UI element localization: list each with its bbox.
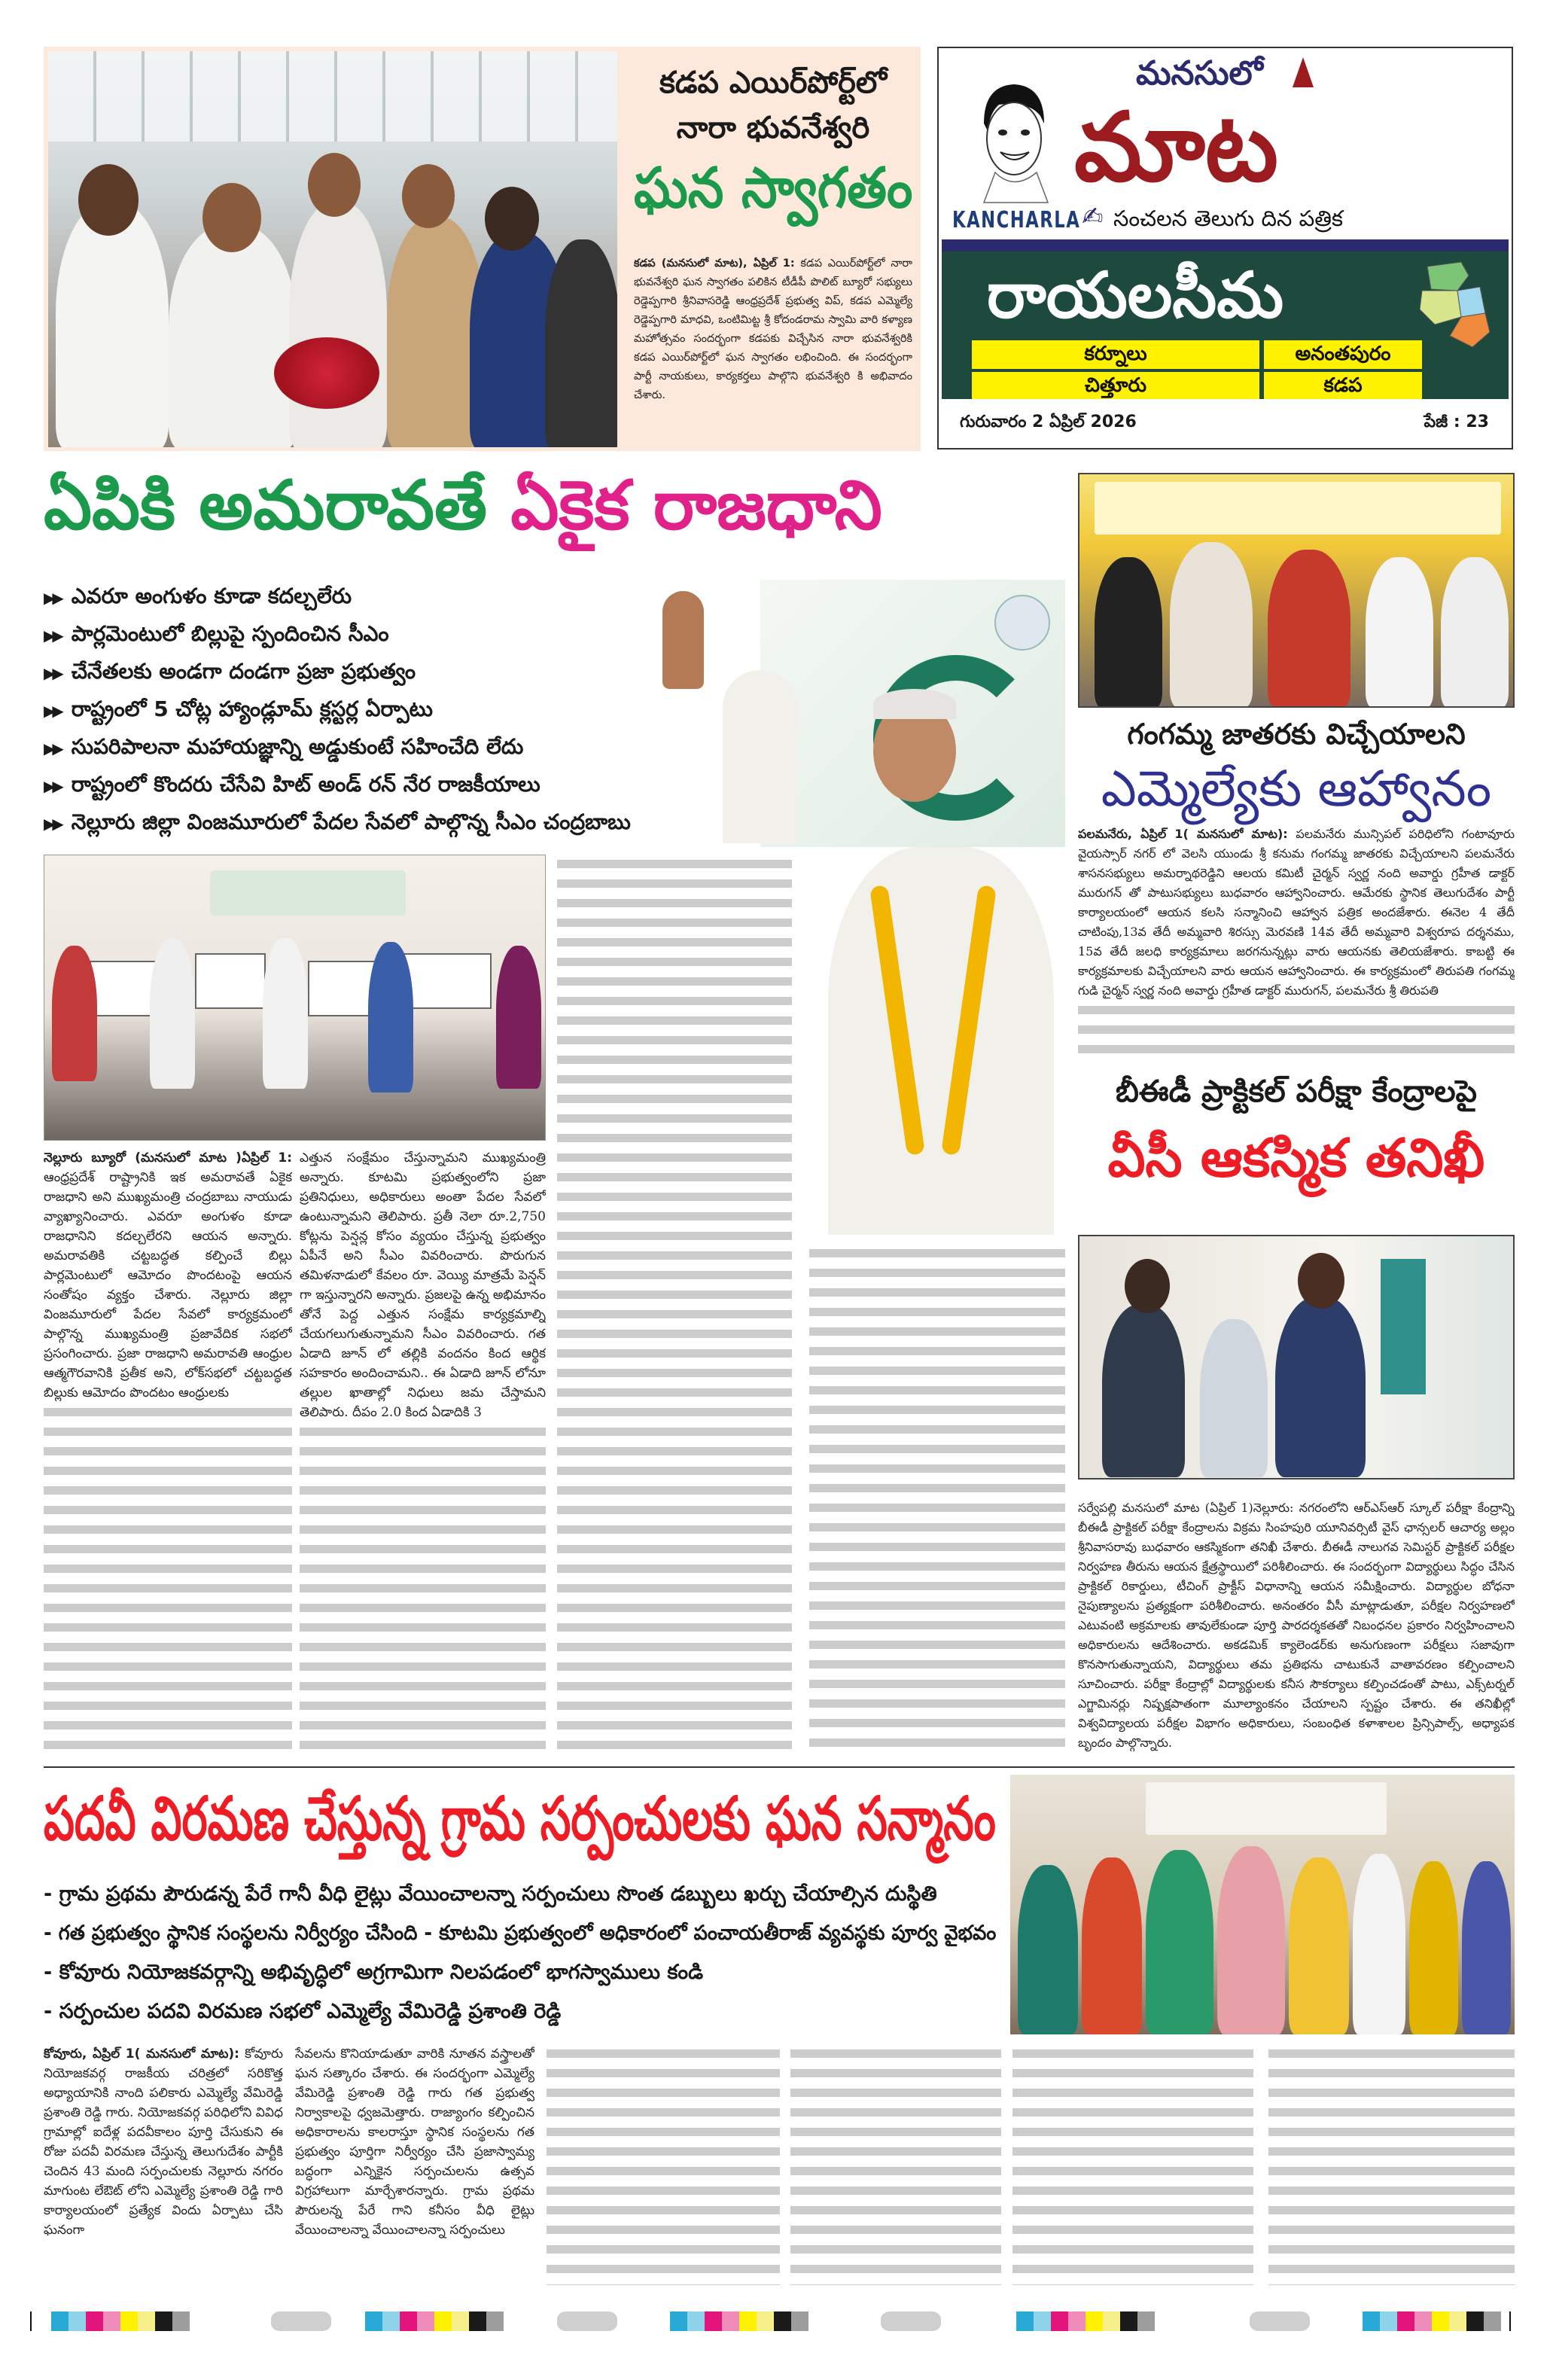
color-swatch — [103, 2311, 120, 2331]
kancharla-portrait-logo — [969, 78, 1059, 206]
lead-headline-part-1: ఏపికి అమరావతే — [44, 466, 488, 545]
lead-bullet — [44, 584, 646, 614]
bed-body-text: సర్వేపల్లి మనసులో మాట (ఏప్రిల్ 1)నెల్లూరు: నగరంలోని ఆర్ఎస్ఆర్ స్కూల్ పరీక్షా కేంద్రాన్ని బీఈడీ ప్రాక్టికల్ పరీక్షా కేంద్రాలను విక్రమ సింహపురి యూనివర్సిటీ వైస్ ఛాన్సలర్ ఆచార్య అల్లం శ్రీనివాసరావు బుధవారం ఆకస్మికంగా తనిఖీ చేశారు. బీఈడీ నాలుగవ సెమిస్టర్ ప్రాక్టికల్ పరీక్షల నిర్వహణ తీరును ఆయన క్షేత్రస్థాయిలో పరిశీలించారు. ఈ సందర్భంగా విద్యార్థులు సిద్ధం చేసిన ప్రాక్టికల్ రికార్డులు, టీచింగ్ ప్రాక్టీస్ విధానాన్ని ఆయన సమీక్షించారు. విద్యార్థుల బోధనా నైపుణ్యాలను ప్రత్యక్షంగా పరిశీలించారు. అనంతరం వీసీ మాట్లాడుతూ, పరీక్షల నిర్వహణలో ఎటువంటి అక్రమాలకు తావులేకుండా పూర్తి పారదర్శకతతో నిబంధనల ప్రకారం నిర్వహించాలని అధికారులను ఆదేశించారు. అకడమిక్ క్యాలెండర్‌కు అనుగుణంగా పరీక్షలు సజావుగా కొనసాగుతున్నాయని, విద్యార్థులు తమ ప్రతిభను చాటుకునే వాతావరణం కల్పించాలని సూచించారు. పరీక్షా కేంద్రాల్లో విద్యార్థులకు కనీస సౌకర్యాలు కల్పించడంతో పాటు, ఎక్స్‌టర్నల్ ఎగ్జామినర్లు నిష్పక్షపాతంగా మూల్యాంకనం చేయాలని స్పష్టం చేశారు. ఈ తనిఖీల్లో విశ్వవిద్యాలయ పరీక్షల విభాగం అధికారులు, సంబంధిత కళాశాలల ప్రిన్సిపాల్స్, అధ్యాపక బృందం పాల్గొన్నారు. — [1078, 1501, 1515, 1750]
page-number: పేజీ : 23 — [1424, 413, 1489, 431]
text-continuation — [547, 2044, 780, 2285]
masthead — [937, 47, 1513, 449]
lead-dateline: నెల్లూరు బ్యూరో (మనసులో మాట )ఏప్రిల్ 1: — [44, 1150, 292, 1166]
text-continuation — [1268, 2044, 1515, 2285]
color-swatch — [670, 2311, 687, 2331]
color-swatch — [774, 2311, 791, 2331]
registration-mark — [30, 2311, 32, 2331]
lead-body-text-2: ఎత్తున సంక్షేమం చేస్తున్నామని ముఖ్యమంత్రి అన్నారు. కూటమి ప్రభుత్వంలోని ప్రజా ప్రతినిధులు, అధికారులు అంతా పేదల సేవలో ఉంటున్నామని తెలిపారు. ప్రతీ నెలా రూ.2,750 కోట్లను పెన్షన్ల కోసం వ్యయం చేస్తున్న ప్రభుత్వం ఏపీనే అని సీఎం వివరించారు. పొరుగున తమిళనాడులో కేవలం రూ. వెయ్యి మాత్రమే పెన్షన్ గా ఇస్తున్నారని అన్నారు. ప్రజలపై ఉన్న అభిమానం తోనే పెద్ద ఎత్తున సంక్షేమ కార్యక్రమాల్ని చేయగలుగుతున్నామని సీఎం వివరించారు. గత ఏడాది జూన్ లో తల్లికి వందనం కింద ఆర్థిక సహకారం అందించామని.. ఈ ఏడాది జూన్ లోనూ తల్లుల ఖాతాల్లో నిధులు జమ చేస్తామని తెలిపారు. దీపం 2.0 కింద ఏడాదికి 3 — [300, 1150, 546, 1420]
sarpanch-body-text-1: కోవూరు నియోజకవర్గ రాజకీయ చరిత్రలో సరికొత్త అధ్యాయానికి నాంది పలికారు ఎమ్మెల్యే వేమిరెడ్డి ప్రశాంతి రెడ్డి గారు. నియోజకవర్గ పరిధిలోని వివిధ గ్రామాల్లో ఐదేళ్ల పదవీకాలం పూర్తి చేసుకుని ఈ రోజు పదవీ విరమణ చేస్తున్న తెలుగుదేశం పార్టీకి చెందిన 43 మంది సర్పంచులకు నెల్లూరు నగరం మాగుంట లేఔట్ లోని ఎమ్మెల్యే ప్రశాంతి రెడ్డి గారి కార్యాలయంలో ప్రత్యేక విందు ఏర్పాటు చేసి ఘనంగా — [44, 2046, 283, 2238]
kadapa-headline-1: కడప ఎయిర్‌పోర్ట్‌లో — [659, 66, 888, 100]
text-continuation — [809, 1244, 1065, 1754]
sarpanch-body-col-5 — [1012, 2044, 1253, 2285]
color-swatch — [382, 2311, 400, 2331]
masthead-tagline: సంచలన తెలుగు దిన పత్రిక — [1113, 206, 1344, 231]
lead-body-col-2 — [300, 1148, 546, 1754]
masthead-kicker: మనసులో — [1136, 54, 1263, 93]
color-swatch — [1484, 2311, 1501, 2331]
sarpanch-bullet: - గ్రామ ప్రథమ పౌరుడన్న పేరే గానీ వీధి లైట్లు వేయించాలన్నా సర్పంచులు సొంత డబ్బులు ఖర్చు చేయాల్సిన దుస్థితి — [44, 1882, 937, 1906]
color-swatch — [138, 2311, 155, 2331]
grey-patch — [271, 2311, 331, 2331]
district-kadapa: కడప — [1264, 372, 1422, 399]
color-swatch — [1380, 2311, 1397, 2331]
edition-name: రాయలసీమ — [987, 258, 1284, 332]
lead-body-col-3 — [557, 855, 792, 1754]
mla-invitation-photo — [1078, 473, 1515, 708]
double-arrow-icon: ▶▶ — [44, 815, 61, 833]
edition-banner — [942, 239, 1509, 399]
lead-body-col-4 — [809, 1244, 1065, 1754]
lead-bullet-text: సుపరిపాలనా మహాయజ్ఞాన్ని అడ్డుకుంటే సహించేది లేదు — [71, 734, 524, 759]
grey-patch — [881, 2311, 941, 2331]
sarpanch-body-col-1 — [44, 2044, 283, 2285]
print-color-bar — [30, 2310, 1536, 2333]
color-swatch — [1363, 2311, 1380, 2331]
double-arrow-icon: ▶▶ — [44, 664, 61, 682]
color-swatch — [1432, 2311, 1449, 2331]
color-swatch — [120, 2311, 138, 2331]
color-swatch — [51, 2311, 69, 2331]
double-arrow-icon: ▶▶ — [44, 589, 61, 607]
cm-arm — [723, 670, 798, 843]
color-swatch — [1120, 2311, 1137, 2331]
double-arrow-icon: ▶▶ — [44, 777, 61, 795]
lead-bullet — [44, 772, 646, 802]
color-swatch — [1034, 2311, 1051, 2331]
lead-bullet — [44, 659, 646, 689]
masthead-title: మాట — [1074, 92, 1279, 203]
lead-bullet-text: పార్లమెంటులో బిల్లుపై స్పందించిన సీఎం — [71, 621, 389, 646]
registration-mark — [1509, 2311, 1511, 2331]
text-continuation — [557, 855, 792, 1754]
lead-body-text-1: ఆంధ్రప్రదేశ్ రాష్ట్రానికి ఇక అమరావతే ఏకైక రాజధాని అని ముఖ్యమంత్రి చంద్రబాబు నాయుడు వ్యాఖ్యానించారు. ఎవరూ అంగుళం కూడా రాజధానిని కదల్చలేరని ఆయన అన్నారు. అమరావతికి చట్టబద్ధత కల్పించే బిల్లు పార్లమెంటులో ఆమోదం పొందటంపై ఆయన సంతోషం వ్యక్తం చేశారు. నెల్లూరు జిల్లా వింజమూరులో పేదల సేవలో కార్యక్రమంలో పాల్గొన్న ముఖ్యమంత్రి ప్రజావేదిక సభలో ప్రసంగించారు. ప్రజా రాజధాని అమరావతి ఆంధ్రుల ఆత్మగౌరవానికి ప్రతీక అని, లోక్‌సభలో చట్టబద్ధత బిల్లుకు ఆమోదం పొందటం ఆంధ్రులకు — [44, 1170, 292, 1400]
color-swatch — [757, 2311, 774, 2331]
lead-bullet-text: రాష్ట్రంలో కొందరు చేసేవి హిట్ అండ్ రన్ నేర రాజకీయాలు — [71, 772, 540, 797]
gangamma-body-text: పలమనేరు మున్సిపల్ పరిధిలోని గంటావూరు వైయస్సార్ నగర్ లో వెలసి యుండు శ్రీ కనుమ గంగమ్మ జాతరకు విచ్చేయాలని పలమనేరు శాసనసభ్యులు అమర్నాథరెడ్డిని ఆలయ కమిటీ చైర్మన్ స్వర్ణ నంది అవార్డు గ్రహీత డాక్టర్ మురుగన్ తో పాటుసభ్యులు బుధవారం ఆహ్వానించారు. ఆమేరకు స్థానిక తెలుగుదేశం పార్టీ కార్యాలయంలో ఆయన కలసి సన్మానించి ఆహ్వాన పత్రిక అందజేశారు. ఈనెల 4 తేదీ చాటింపు,13వ తేదీ అమ్మవారి శిరస్సు మెరవణి 14వ తేదీ అమ్మవారి విశ్వరూప దర్శనము, 15వ తేదీ జలధి కార్యక్రమాలు జరగనున్నట్లు వారు ఆయనకు తెలియజేశారు. కాబట్టి ఈ కార్యక్రమాలకు విచ్చేయాలని వారు ఆయన ఆహ్వానించారు. ఈ కార్యక్రమంలో తిరుపతి గంగమ్మ గుడి చైర్మన్ స్వర్ణ నంది అవార్డు గ్రహీత డాక్టర్ మురుగన్, పలమనేరు శ్రీ తిరుపతి — [1078, 827, 1515, 998]
color-swatch — [1016, 2311, 1034, 2331]
raised-hand — [662, 591, 704, 689]
color-swatch — [1086, 2311, 1103, 2331]
color-swatch — [452, 2311, 469, 2331]
chief-minister-cutout — [798, 847, 1065, 1235]
lead-bullet — [44, 621, 646, 651]
color-swatch — [1397, 2311, 1414, 2331]
color-swatch — [791, 2311, 808, 2331]
text-continuation — [300, 1422, 546, 1754]
sarpanch-bullet: - సర్పంచుల పదవి విరమణ సభలో ఎమ్మెల్యే వేమిరెడ్డి ప్రశాంతి రెడ్డి — [44, 2000, 562, 2023]
gangamma-dateline: పలమనేరు, ఏప్రిల్ 1( మనసులో మాట): — [1078, 827, 1288, 841]
district-anantapur: అనంతపురం — [1264, 340, 1422, 369]
color-swatch — [486, 2311, 504, 2331]
sarpanch-bullet: - గత ప్రభుత్వం స్థానిక సంస్థలను నిర్వీర్యం చేసింది - కూటమి ప్రభుత్వంలో అధికారంలో పంచాయతీరాజ్ వ్యవస్థకు పూర్వ వైభవం — [44, 1921, 997, 1945]
lead-bullet-text: రాష్ట్రంలో 5 చోట్ల హ్యాండ్లూమ్ క్లస్టర్ల ఏర్పాటు — [71, 696, 433, 721]
double-arrow-icon: ▶▶ — [44, 626, 61, 645]
color-swatch — [1068, 2311, 1086, 2331]
pedala-sevalo-event-photo — [44, 855, 546, 1141]
color-swatch — [400, 2311, 417, 2331]
section-divider — [44, 1766, 1515, 1768]
sarpanch-bullet: - కోవూరు నియోజకవర్గాన్ని అభివృద్ధిలో అగ్రగామిగా నిలపడంలో భాగస్వాములు కండి — [44, 1961, 704, 1984]
color-swatch — [434, 2311, 452, 2331]
brand-name: KANCHARLA — [952, 207, 1081, 233]
color-swatch — [69, 2311, 86, 2331]
color-swatch — [1466, 2311, 1484, 2331]
district-chittoor: చిత్తూరు — [972, 372, 1259, 399]
lead-bullet — [44, 734, 646, 764]
grey-patch — [557, 2311, 617, 2331]
gangamma-body — [1078, 824, 1515, 1062]
color-swatch — [687, 2311, 705, 2331]
lead-bullet-text: చేనేతలకు అండగా దండగా ప్రజా ప్రభుత్వం — [71, 659, 416, 684]
sarpanch-body-col-2 — [295, 2044, 534, 2285]
sarpanch-headline: పదవీ విరమణ చేస్తున్న గ్రామ సర్పంచులకు ఘన సన్మానం — [44, 1784, 996, 1854]
color-swatch — [1414, 2311, 1432, 2331]
gangamma-headline-2: ఎమ్మెల్యేకు ఆహ్వానం — [1101, 760, 1492, 818]
color-swatch — [1137, 2311, 1155, 2331]
color-swatch — [1449, 2311, 1466, 2331]
bed-headline-1: బీఈడీ ప్రాక్టికల్ పరీక్షా కేంద్రాలపై — [1115, 1074, 1478, 1109]
color-swatch — [469, 2311, 486, 2331]
color-swatch — [86, 2311, 103, 2331]
sarpanch-felicitation-photo — [1010, 1775, 1515, 2034]
double-arrow-icon: ▶▶ — [44, 739, 61, 757]
text-continuation — [1078, 1001, 1515, 1062]
lead-bullet-text: ఎవరూ అంగుళం కూడా కదల్చలేరు — [71, 584, 352, 608]
color-swatch — [1103, 2311, 1120, 2331]
color-swatch — [705, 2311, 722, 2331]
color-swatch — [365, 2311, 382, 2331]
color-swatch — [1051, 2311, 1068, 2331]
color-swatch — [417, 2311, 434, 2331]
text-continuation — [1012, 2044, 1253, 2285]
lead-bullet-text: నెల్లూరు జిల్లా వింజమూరులో పేదల సేవలో పాల్గొన్న సీఎం చంద్రబాబు — [71, 809, 631, 834]
lead-headline — [44, 468, 1064, 543]
bed-headline-2: వీసీ ఆకస్మిక తనిఖీ — [1107, 1127, 1485, 1189]
cm-hair — [873, 689, 956, 719]
district-kurnool: కర్నూలు — [972, 340, 1259, 369]
lead-headline-part-2: ఏకైక రాజధాని — [510, 466, 882, 545]
flower-bouquet — [274, 337, 379, 409]
kadapa-headline-3: ఘన స్వాగతం — [634, 156, 913, 221]
color-swatch — [722, 2311, 739, 2331]
kadapa-headline-2: నారా భువనేశ్వరి — [676, 111, 870, 145]
lead-bullet — [44, 809, 646, 840]
color-swatch — [155, 2311, 172, 2331]
vc-inspection-photo — [1078, 1235, 1515, 1480]
double-arrow-icon: ▶▶ — [44, 702, 61, 720]
gangamma-headline-1: గంగమ్మ జాతరకు విచ్చేయాలని — [1127, 718, 1466, 751]
sarpanch-body-col-4 — [790, 2044, 1001, 2285]
lead-body-col-1 — [44, 1148, 292, 1754]
sarpanch-body-text-2: సేవలను కొనియాడుతూ వారికి నూతన వస్త్రాలతో ఘన సత్కారం చేశారు. ఈ సందర్భంగా ఎమ్మెల్యే వేమిరెడ్డి ప్రశాంతి రెడ్డి గారు గత ప్రభుత్వ నిర్వాకాలపై ధ్వజమెత్తారు. రాజ్యాంగం కల్పించిన అధికారాలను కాలరాస్తూ స్థానిక సంస్థలను గత ప్రభుత్వం పూర్తిగా నిర్వీర్యం చేసి ప్రజాస్వామ్య బద్ధంగా ఎన్నికైన సర్పంచులను ఉత్సవ విగ్రహాలుగా మార్చేశారన్నారు. గ్రామ ప్రథమ పౌరులన్న పేరే గాని కనీసం వీధి లైట్లు వేయించాలన్నా వేయించాలన్నా సర్పంచులు — [295, 2046, 534, 2238]
text-continuation — [790, 2044, 1001, 2285]
pen-nib-icon — [1293, 57, 1314, 87]
writing-hand-icon: ✍ — [1082, 202, 1104, 232]
bed-body — [1078, 1498, 1515, 1758]
sarpanch-body-col-3 — [547, 2044, 780, 2285]
kadapa-dateline: కడప (మనసులో మాట), ఏప్రిల్ 1: — [634, 258, 795, 270]
rayalaseema-map-icon — [1416, 261, 1491, 351]
kadapa-airport-photo — [48, 51, 617, 447]
kadapa-story-body — [634, 254, 912, 443]
kadapa-body-text: కడప ఎయిర్‌పోర్ట్‌లో నారా భువనేశ్వరి ఘన స్వాగతం పలికిన టీడీపీ పొలిట్ బ్యూరో సభ్యులు రెడ్డెప్పగారి శ్రీనివాసరెడ్డి ఆంధ్రప్రదేశ్ ప్రభుత్వ విప్, కడప ఎమ్మెల్యే రెడ్డెప్పగారి మాధవి, ఒంటిమిట్ట శ్రీ కోదండరామ స్వామి వారి కళ్యాణ మహోత్సవం సందర్భంగా కడపకు విచ్చేసిన నారా భువనేశ్వరికి కడప ఎయిర్‌పోర్ట్‌లో ఘన స్వాగతం లభించింది. ఈ సందర్భంగా పార్టీ నాయకులు, కార్యకర్తలు పాల్గొని భువనేశ్వరి కి అభివాదం చేశారు. — [634, 258, 912, 401]
issue-date: గురువారం 2 ఏప్రిల్ 2026 — [960, 413, 1137, 431]
lead-bullet — [44, 696, 646, 727]
grey-patch — [1250, 2311, 1310, 2331]
color-swatch — [739, 2311, 757, 2331]
color-swatch — [172, 2311, 190, 2331]
sarpanch-dateline: కోవూరు, ఏప్రిల్ 1( మనసులో మాట): — [44, 2046, 239, 2062]
sarpanch-body-col-6 — [1268, 2044, 1515, 2285]
text-continuation — [44, 1403, 292, 1754]
